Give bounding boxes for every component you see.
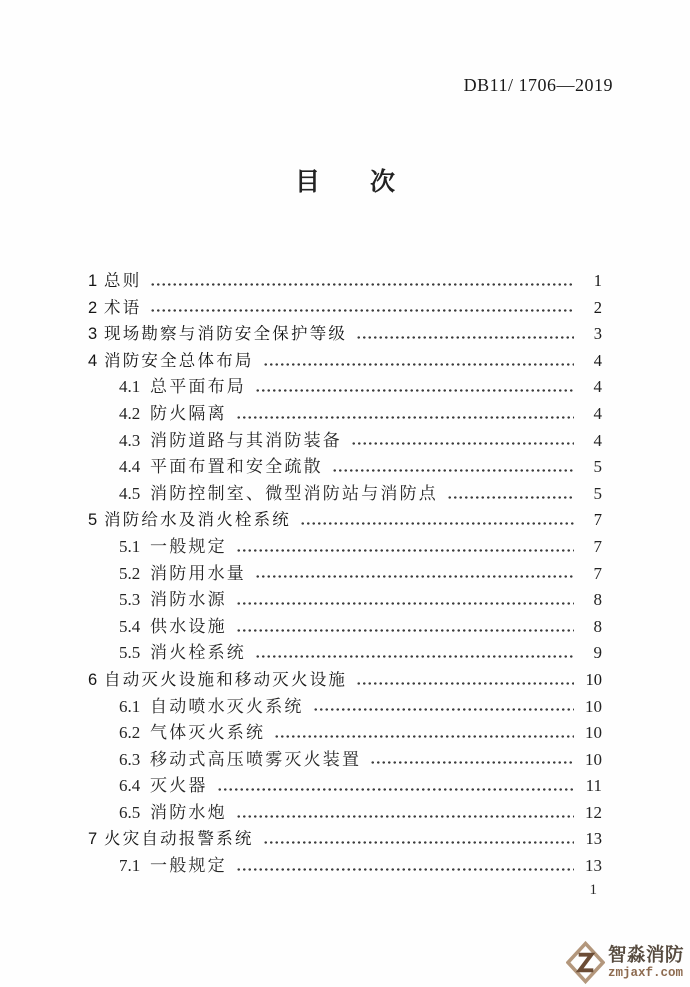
toc-leader-dots (263, 362, 574, 367)
toc-entry (88, 321, 602, 348)
toc-entry-number: 4.2 (119, 403, 141, 423)
toc-entry-title: 现场勘察与消防安全保护等级 (104, 325, 348, 344)
toc-entry (88, 694, 602, 721)
toc-entry-number: 6.5 (119, 802, 141, 822)
toc-entry-page: 11 (585, 776, 602, 796)
toc-entry-page: 4 (593, 430, 602, 450)
toc-leader-dots (255, 654, 574, 659)
toc-leader-dots (447, 495, 574, 500)
toc-entry (88, 826, 602, 853)
toc-entry-page: 5 (593, 483, 602, 503)
toc-entry-number: 4 (88, 351, 98, 370)
toc-entry (88, 348, 602, 375)
toc-leader-dots (236, 601, 574, 606)
toc-entry-page: 10 (585, 723, 602, 743)
toc-entry-number: 5.3 (119, 590, 141, 610)
toc-entry (88, 667, 602, 694)
toc-entry (88, 773, 602, 800)
toc-entry-title: 防火隔离 (150, 403, 227, 423)
toc-entry-title: 消防用水量 (150, 563, 246, 583)
toc-entry-number: 6.1 (119, 696, 141, 716)
toc-leader-dots (263, 840, 574, 845)
toc-entry-title: 一般规定 (150, 536, 227, 556)
toc-entry-page: 8 (593, 590, 602, 610)
toc-entry (88, 800, 602, 827)
toc-leader-dots (370, 760, 574, 765)
toc-entry-title: 消防水源 (150, 590, 227, 610)
toc-leader-dots (356, 335, 574, 340)
toc-entry-page: 12 (585, 802, 602, 822)
toc-entry-title: 供水设施 (150, 616, 227, 636)
toc-entry-title: 灭火器 (150, 776, 208, 796)
toc-entry-number: 5 (88, 511, 98, 530)
toc-leader-dots (150, 308, 574, 313)
toc-entry-page: 10 (585, 749, 602, 769)
toc-entry (88, 561, 602, 588)
toc-leader-dots (255, 574, 574, 579)
toc-entry-number: 4.5 (119, 483, 141, 503)
toc-entry-number: 7 (88, 830, 98, 849)
toc-leader-dots (356, 681, 574, 686)
toc-entry-number: 5.1 (119, 536, 141, 556)
watermark-logo-icon (566, 941, 605, 984)
toc-entry-title: 消火栓系统 (150, 643, 246, 663)
toc-leader-dots (217, 787, 574, 792)
toc-leader-dots (236, 548, 574, 553)
toc-leader-dots (300, 521, 574, 526)
page-title: 目 次 (294, 169, 395, 196)
toc-leader-dots (255, 388, 574, 393)
toc-entry (88, 428, 602, 455)
toc-entry-page: 7 (593, 536, 602, 556)
toc-entry-number: 6.3 (119, 749, 141, 769)
toc-entry-title: 消防控制室、微型消防站与消防点 (150, 483, 438, 503)
toc-entry (88, 454, 602, 481)
toc-entry-title: 总则 (104, 272, 142, 290)
toc-leader-dots (236, 814, 574, 819)
toc-leader-dots (236, 628, 574, 633)
toc-entry-page: 4 (593, 377, 602, 397)
toc-entry (88, 295, 602, 322)
toc-entry-title: 术语 (104, 298, 142, 317)
toc-entry-number: 6 (88, 670, 98, 689)
toc-leader-dots (236, 415, 574, 420)
toc-entry-number: 3 (88, 325, 98, 344)
toc-entry (88, 481, 602, 508)
toc-entry-title: 火灾自动报警系统 (104, 830, 254, 849)
toc-entry (88, 587, 602, 614)
toc-entry-number: 5.5 (119, 643, 141, 663)
toc-entry-page: 8 (593, 616, 602, 636)
toc-entry-number: 6.2 (119, 723, 141, 743)
toc-entry-number: 4.1 (119, 377, 141, 397)
toc-entry (88, 374, 602, 401)
toc-entry-number: 1 (88, 272, 98, 290)
toc-entry (88, 640, 602, 667)
toc-entry-page: 13 (585, 829, 602, 849)
footer-page-number: 1 (589, 882, 597, 898)
watermark (566, 941, 684, 984)
toc-entry-title: 消防给水及消火栓系统 (104, 511, 291, 530)
toc-entry-title: 移动式高压喷雾灭火装置 (150, 749, 362, 769)
toc-entry-page: 1 (593, 271, 602, 290)
toc-entry (88, 268, 602, 295)
toc-entry-number: 7.1 (119, 856, 141, 876)
watermark-url: zmjaxf.com (608, 965, 684, 980)
toc-entry-number: 5.2 (119, 563, 141, 583)
toc-entry-title: 一般规定 (150, 856, 227, 876)
toc-leader-dots (150, 282, 574, 287)
watermark-name: 智淼消防 (608, 944, 685, 965)
toc-entry-number: 4.4 (119, 457, 141, 477)
toc-entry-title: 气体灭火系统 (150, 723, 266, 743)
toc-entry-title: 自动灭火设施和移动灭火设施 (104, 670, 348, 689)
toc-entry-page: 13 (585, 856, 602, 876)
toc-entry (88, 614, 602, 641)
toc-entry-page: 7 (593, 563, 602, 583)
toc-entry (88, 853, 602, 880)
toc-entry-number: 5.4 (119, 616, 141, 636)
toc-entry-title: 消防水炮 (150, 802, 227, 822)
toc-entry-number: 4.3 (119, 430, 141, 450)
toc-entry-title: 平面布置和安全疏散 (150, 457, 323, 477)
toc-entry-page: 2 (593, 297, 602, 317)
toc-leader-dots (274, 734, 574, 739)
toc-leader-dots (313, 707, 574, 712)
toc-entry-page: 7 (593, 510, 602, 530)
toc-entry-page: 3 (593, 324, 602, 344)
toc-entry-title: 消防安全总体布局 (104, 351, 254, 370)
toc-entry-page: 10 (585, 669, 602, 689)
toc-entry (88, 401, 602, 428)
toc-entry (88, 534, 602, 561)
toc-entry-title: 总平面布局 (150, 377, 246, 397)
toc-entry-title: 消防道路与其消防装备 (150, 430, 342, 450)
toc-entry-number: 6.4 (119, 776, 141, 796)
standard-number: DB11/ 1706—2019 (463, 75, 613, 95)
toc-leader-dots (351, 441, 574, 446)
toc-entry-title: 自动喷水灭火系统 (150, 696, 304, 716)
toc-entry-page: 9 (593, 643, 602, 663)
toc-entry (88, 720, 602, 747)
toc-leader-dots (332, 468, 574, 473)
toc-entry-page: 4 (593, 350, 602, 370)
toc-entry-page: 10 (585, 696, 602, 716)
toc-entry-page: 5 (593, 457, 602, 477)
toc-list (88, 268, 602, 880)
toc-entry-number: 2 (88, 298, 98, 317)
toc-leader-dots (236, 867, 574, 872)
toc-entry (88, 507, 602, 534)
toc-entry (88, 747, 602, 774)
toc-entry-page: 4 (593, 403, 602, 423)
